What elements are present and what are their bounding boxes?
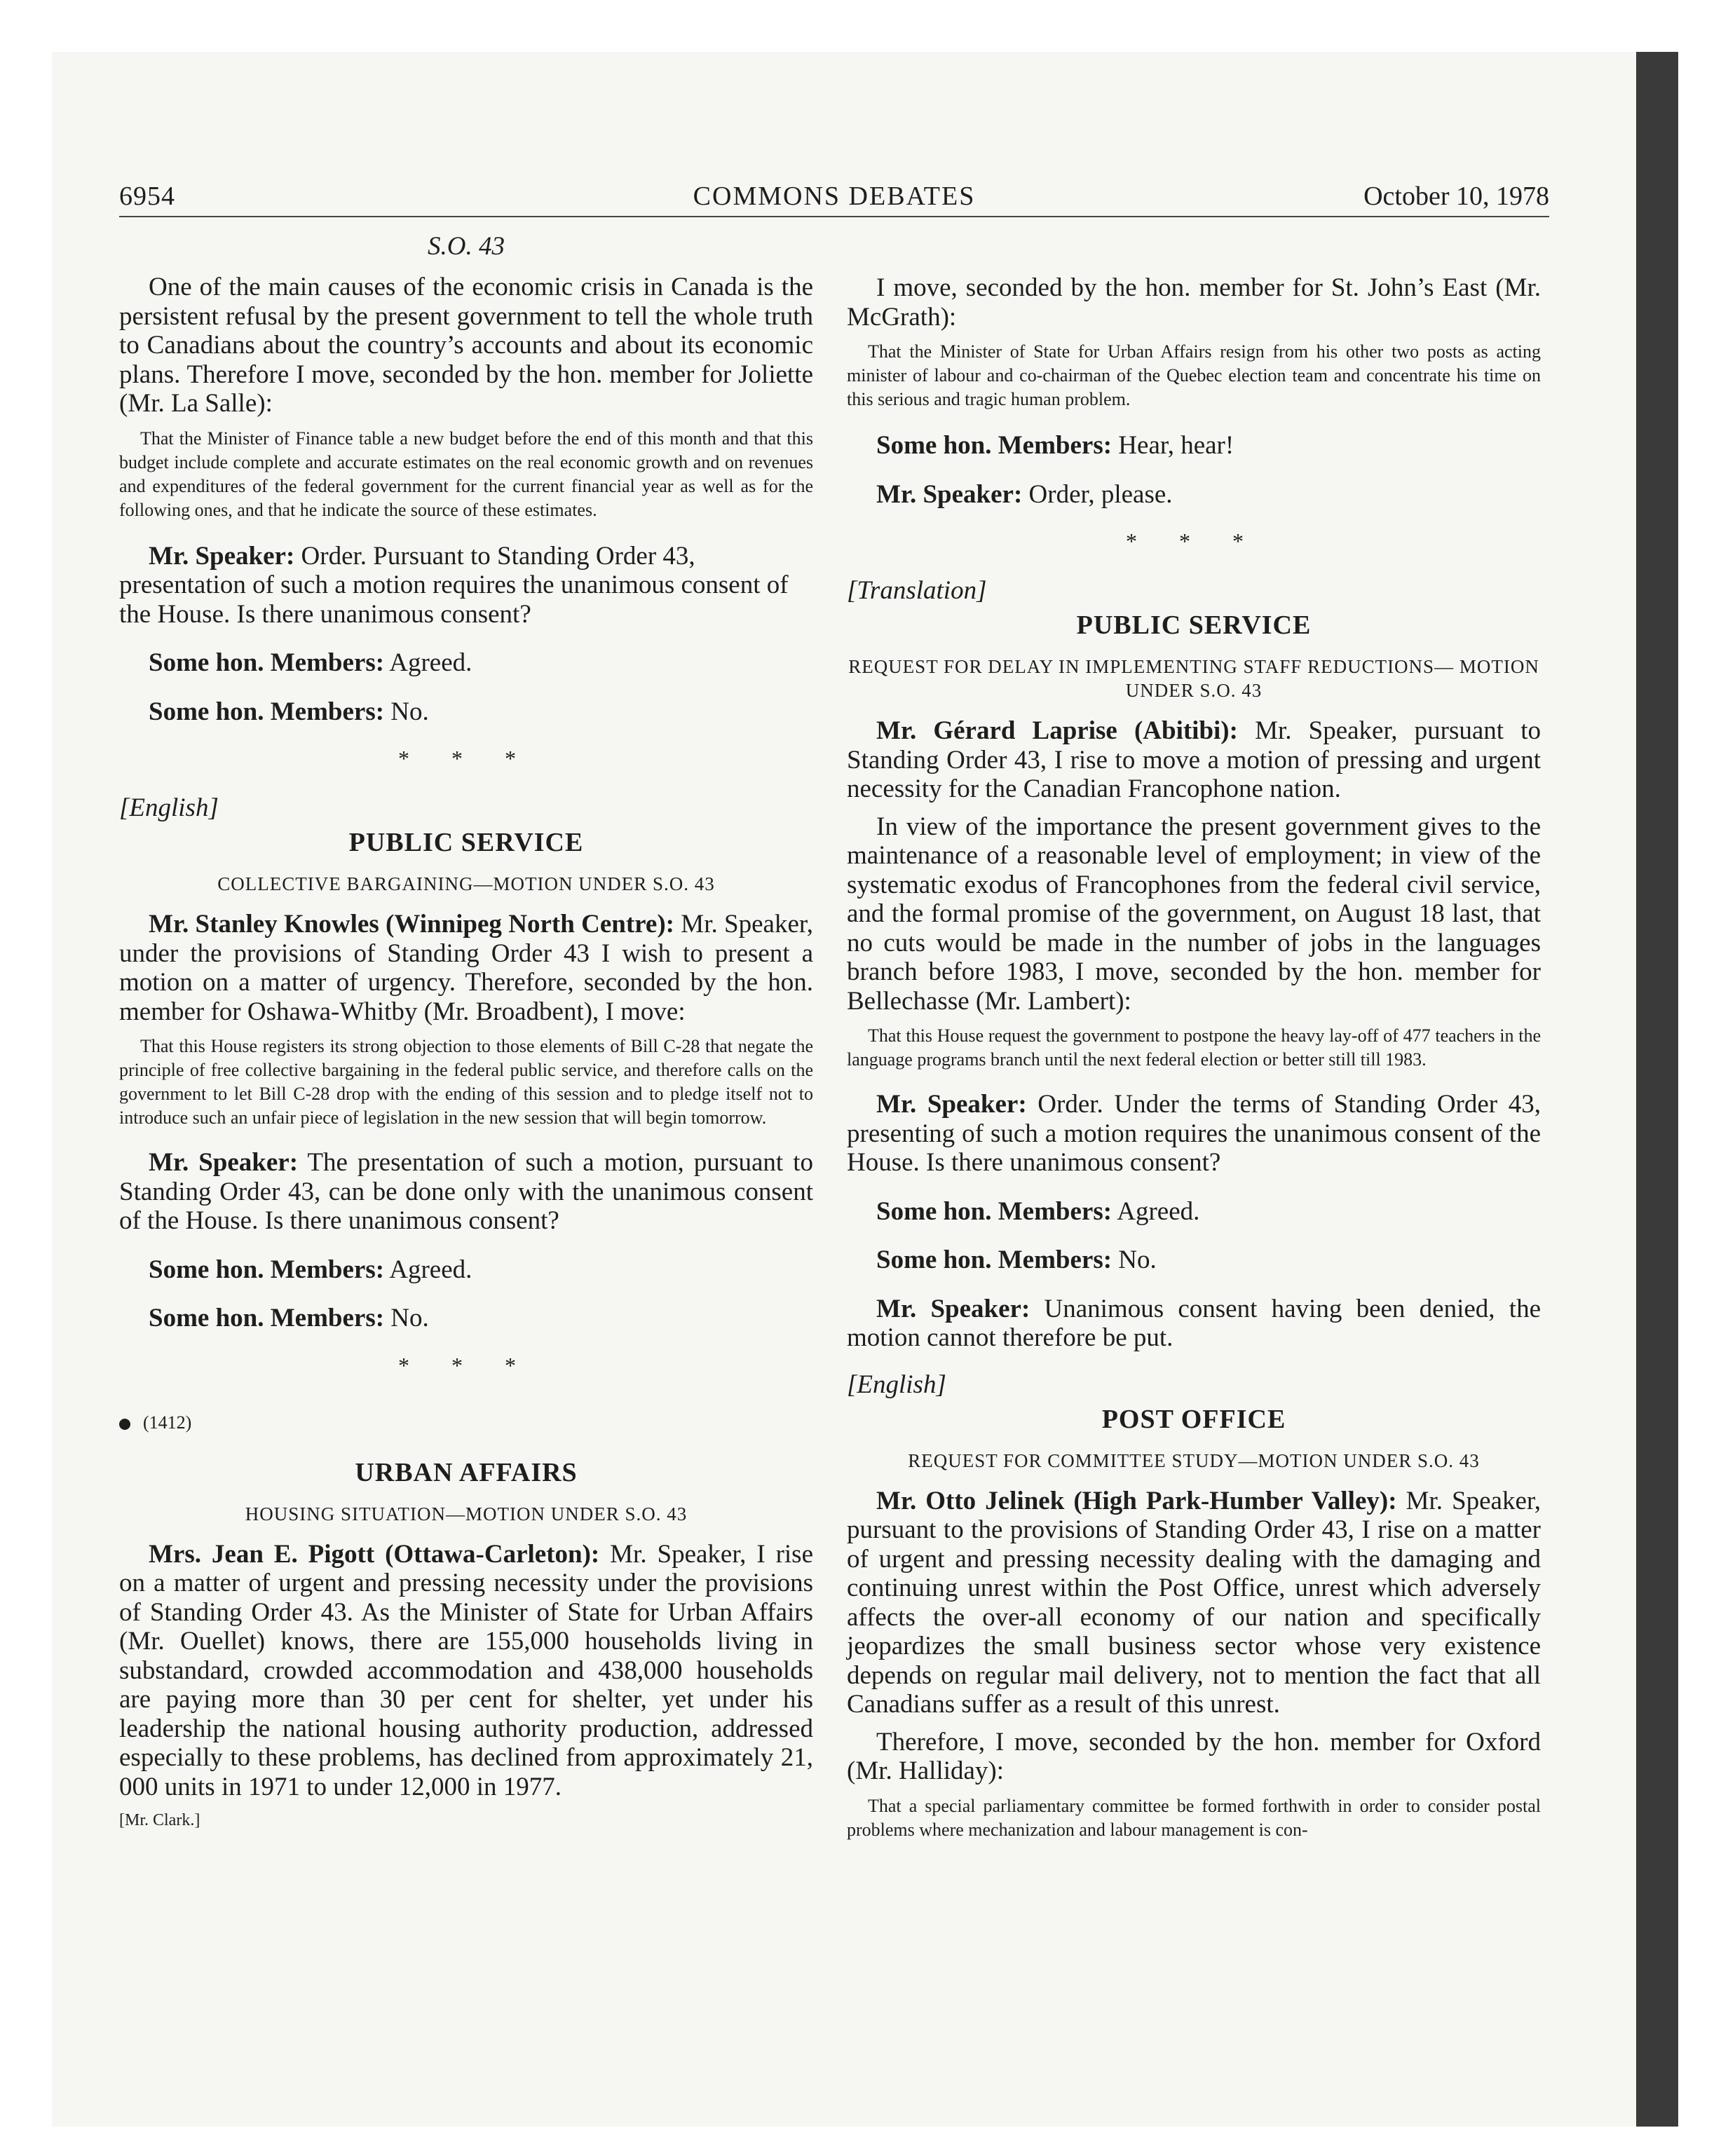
time-marker: [119, 1412, 813, 1433]
speech: [847, 1295, 1541, 1353]
speaker-name: Some hon. Members:: [876, 431, 1113, 460]
speaker-name: Mr. Speaker:: [149, 541, 295, 571]
speech-text: No.: [384, 697, 429, 726]
section-heading: PUBLIC SERVICE: [348, 828, 584, 857]
motion-text: That a special parliamentary committee be formed forthwith in order to consider postal problems where mechanization and labour management is con-: [847, 1795, 1541, 1840]
speech-text: Mr. Speaker, pursuant to the provisions of Standing Order 43, I rise on a matter of urgent and pressing necessity dealing with the damaging and continuing unrest within the Post Office, unrest which adversely affects the over-all economy of our nation and specifically jeopardizes the small business sector whose very existence depends on regular mail delivery, not to mention the fact that all Canadians suffer as a result of this unrest.: [847, 1486, 1541, 1719]
left-column: [119, 231, 813, 1830]
page-number: 6954: [119, 182, 175, 211]
right-column: [847, 231, 1541, 1860]
section-heading: URBAN AFFAIRS: [355, 1457, 578, 1487]
speech: [847, 1246, 1541, 1275]
speech-text: The presentation of such a motion, pursuant to Standing Order 43, can be done only with the unanimous consent of the House. Is there unanimous consent?: [119, 1148, 813, 1235]
speech-text: No.: [384, 1304, 429, 1332]
speech-text: Order. Under the terms of Standing Order 43, presenting of such a motion requires the unanimous consent of the House. Is there unanimous consent?: [847, 1090, 1541, 1177]
speech-text: Order, please.: [1022, 479, 1173, 509]
motion-text: That the Minister of State for Urban Affairs resign from his other two posts as acting minister of labour and co-chairman of the Quebec election team and concentrate his time on this serious and tragic human problem.: [847, 341, 1541, 409]
speech: [119, 1540, 813, 1802]
speaker-name: Some hon. Members:: [149, 1255, 385, 1284]
speech: [119, 648, 813, 678]
speech-text: Hear, hear!: [1112, 431, 1234, 460]
speech: [119, 910, 813, 1026]
paragraph: I move, seconded by the hon. member for St. John’s East (Mr. McGrath):: [847, 273, 1541, 332]
speech: [119, 1148, 813, 1236]
speech: [847, 480, 1541, 510]
section-subheading: REQUEST FOR COMMITTEE STUDY—MOTION UNDER S.O. 43: [908, 1449, 1480, 1471]
section-so-title: S.O. 43: [428, 232, 505, 261]
paragraph: Therefore, I move, seconded by the hon. member for Oxford (Mr. Halliday):: [847, 1727, 1541, 1785]
bullet-dot-icon: [119, 1419, 130, 1430]
section-separator: * * *: [398, 1352, 534, 1378]
footer-attribution: [Mr. Clark.]: [119, 1811, 200, 1829]
speech-text: Order. Pursuant to Standing Order 43, presentation of such a motion requires the unanimous consent of the House. Is there unanimous consent?: [119, 541, 789, 629]
motion-text: That this House request the government to postpone the heavy lay-off of 477 teachers in the language programs branch until the next federal election or better still till 1983.: [847, 1025, 1541, 1070]
speaker-name: Some hon. Members:: [149, 697, 385, 726]
section-heading: PUBLIC SERVICE: [1076, 610, 1312, 640]
speech: [847, 431, 1541, 460]
paragraph: In view of the importance the present government gives to the maintenance of a reasonable level of employment; in view of the systematic exodus of Francophones from the federal civil service, and the formal promise of the government, on August 18 last, that no cuts would be made in the number of jobs in the languages branch before 1983, I move, seconded by the hon. member for Bellechasse (Mr. Lambert):: [847, 812, 1541, 1016]
speaker-name: Some hon. Members:: [149, 648, 385, 677]
speech-text: Agreed.: [384, 648, 472, 677]
speaker-name: Mr. Speaker:: [876, 479, 1023, 509]
language-marker: [English]: [847, 1370, 946, 1399]
speech-text: Mr. Speaker, pursuant to Standing Order 43, I rise to move a motion of pressing and urgent necessity for the Canadian Francophone nation.: [847, 716, 1541, 803]
language-marker: [English]: [119, 793, 219, 822]
section-separator: * * *: [398, 746, 534, 771]
speech: [119, 542, 813, 629]
motion-text: That this House registers its strong objection to those elements of Bill C-28 that negate the principle of free collective bargaining in the federal public service, and therefore calls on the government to let Bill C-28 drop with the ending of this session and to pledge itself not to introduce such an unfair piece of legislation in the new session that will begin tomorrow.: [119, 1036, 813, 1128]
speaker-name: Mr. Stanley Knowles (Winnipeg North Centre):: [149, 910, 674, 939]
speech-text: Unanimous consent having been denied, the motion cannot therefore be put.: [847, 1294, 1541, 1352]
speaker-name: Mr. Speaker:: [876, 1294, 1030, 1323]
speaker-name: Some hon. Members:: [876, 1246, 1113, 1274]
section-separator: * * *: [1126, 528, 1262, 554]
paragraph: One of the main causes of the economic crisis in Canada is the persistent refusal by the present government to tell the whole truth to Canadians about the country’s accounts and about its economic plans. Therefore I move, seconded by the hon. member for Joliette (Mr. La Salle):: [119, 273, 813, 418]
section-subheading: COLLECTIVE BARGAINING—MOTION UNDER S.O. 43: [217, 873, 715, 894]
speech-text: Mr. Speaker, I rise on a matter of urgent and pressing necessity under the provisions of Standing Order 43. As the Minister of State for Urban Affairs (Mr. Ouellet) knows, there are 155,000 households living in substandard, crowded accommodation and 438,000 households are paying more than 30 per cent for shelter, yet under his leadership the national housing authority production, addressed especially to these problems, has declined from approximately 21, 000 units in 1971 to under 12,000 in 1977.: [119, 1539, 813, 1801]
motion-text: That the Minister of Finance table a new budget before the end of this month and that this budget include complete and accurate estimates on the real economic growth and on revenues and expenditures of the federal government for the current financial year as well as for the following ones, and that he indicate the source of these estimates.: [119, 428, 813, 520]
speech-text: Agreed.: [1112, 1196, 1200, 1226]
page-header: [119, 181, 1549, 217]
scan-edge-bar: [1636, 52, 1678, 2127]
speaker-name: Mr. Speaker:: [876, 1090, 1027, 1119]
speech: [119, 697, 813, 727]
speech: [847, 1090, 1541, 1178]
speech: [847, 716, 1541, 804]
speech: [119, 1304, 813, 1333]
section-heading: POST OFFICE: [1101, 1404, 1286, 1434]
publication-date: October 10, 1978: [1363, 182, 1549, 211]
time-label: (1412): [143, 1412, 192, 1433]
section-subheading: REQUEST FOR DELAY IN IMPLEMENTING STAFF REDUCTIONS— MOTION UNDER S.O. 43: [848, 656, 1539, 701]
speech-text: Mr. Speaker, under the provisions of Standing Order 43 I wish to present a motion on a matter of urgency. Therefore, seconded by the hon. member for Oshawa-Whitby (Mr. Broadbent), I move:: [119, 910, 813, 1026]
speaker-name: Some hon. Members:: [876, 1196, 1113, 1226]
section-subheading: HOUSING SITUATION—MOTION UNDER S.O. 43: [245, 1503, 688, 1524]
speaker-name: Mr. Otto Jelinek (High Park-Humber Valley):: [876, 1486, 1397, 1515]
speaker-name: Mr. Speaker:: [149, 1148, 299, 1177]
speech: [847, 1197, 1541, 1227]
speaker-name: Some hon. Members:: [149, 1304, 385, 1332]
speaker-name: Mr. Gérard Laprise (Abitibi):: [876, 716, 1238, 745]
speaker-name: Mrs. Jean E. Pigott (Ottawa-Carleton):: [149, 1539, 600, 1569]
publication-title: COMMONS DEBATES: [693, 182, 976, 211]
language-marker: [Translation]: [847, 576, 987, 605]
speech: [119, 1255, 813, 1285]
speech: [847, 1487, 1541, 1719]
speech-text: No.: [1112, 1246, 1157, 1274]
speech-text: Agreed.: [384, 1255, 472, 1284]
